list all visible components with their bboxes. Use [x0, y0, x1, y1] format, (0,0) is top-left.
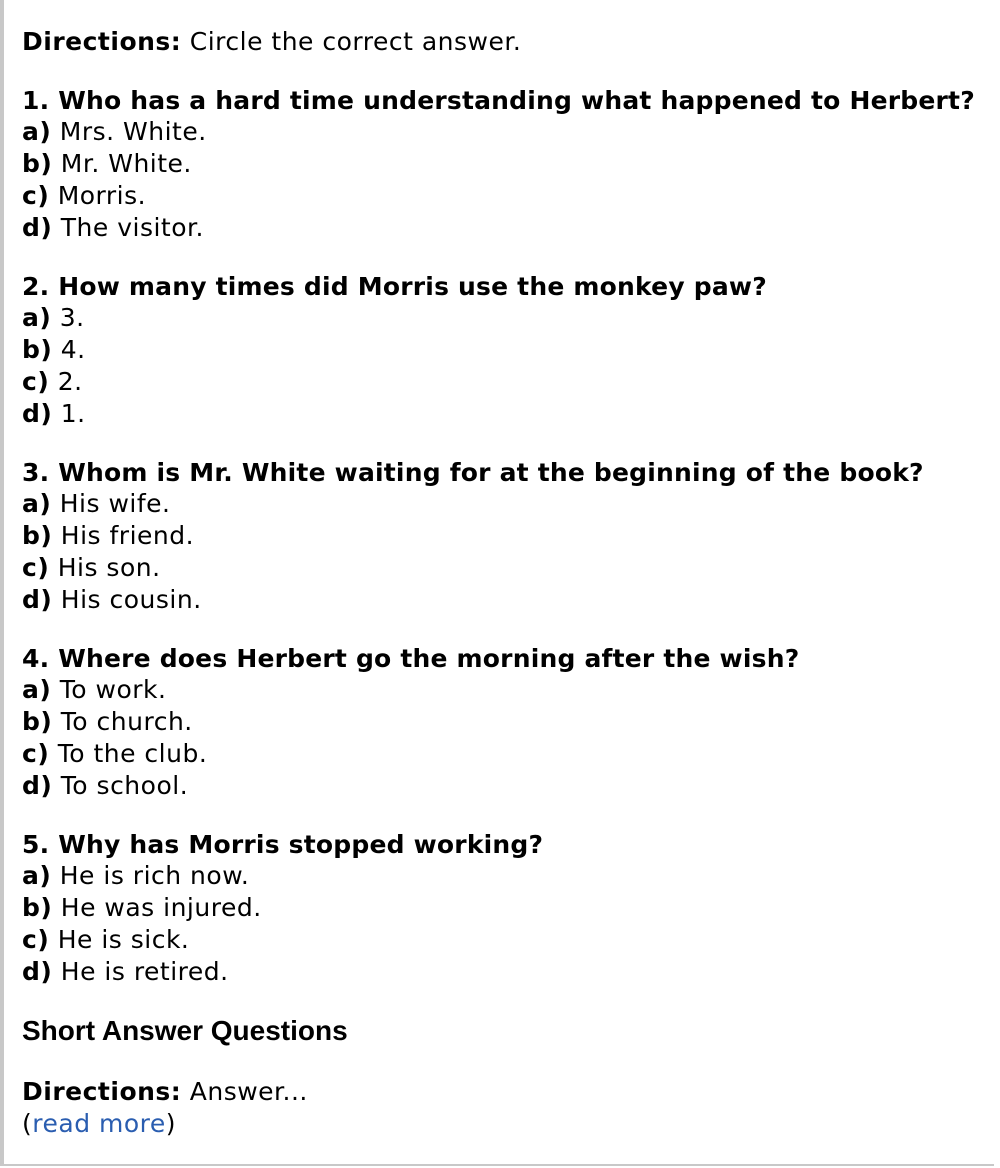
question-title: 5. Why has Morris stopped working? — [22, 830, 544, 859]
option-text: His friend. — [52, 521, 195, 550]
option-a[interactable] — [22, 302, 1000, 334]
option-letter: a) — [22, 303, 52, 332]
option-b[interactable] — [22, 334, 1000, 366]
question-5 — [22, 829, 1000, 988]
short-answer-heading: Short Answer Questions — [22, 1015, 348, 1046]
option-text: To work. — [51, 675, 167, 704]
option-text: Mrs. White. — [51, 117, 207, 146]
option-letter: b) — [22, 335, 53, 364]
option-letter: a) — [22, 675, 52, 704]
option-b[interactable] — [22, 520, 1000, 552]
question-title: 1. Who has a hard time understanding what happened to Herbert? — [22, 86, 975, 115]
question-title: 2. How many times did Morris use the monkey paw? — [22, 272, 767, 301]
option-d[interactable] — [22, 212, 1000, 244]
option-letter: c) — [22, 553, 50, 582]
option-b[interactable] — [22, 892, 1000, 924]
option-b[interactable] — [22, 706, 1000, 738]
option-c[interactable] — [22, 924, 1000, 956]
option-letter: d) — [22, 957, 53, 986]
close-paren: ) — [165, 1109, 177, 1138]
question-4 — [22, 643, 1000, 802]
option-letter: c) — [22, 367, 50, 396]
short-answer-directions — [22, 1076, 1000, 1108]
open-paren: ( — [22, 1109, 33, 1138]
quiz-content — [22, 26, 1000, 1140]
option-letter: b) — [22, 893, 53, 922]
option-letter: b) — [22, 149, 53, 178]
question-3 — [22, 457, 1000, 616]
option-letter: c) — [22, 739, 50, 768]
option-d[interactable] — [22, 770, 1000, 802]
option-text: 4. — [52, 335, 86, 364]
option-text: He was injured. — [52, 893, 262, 922]
option-a[interactable] — [22, 860, 1000, 892]
directions-label: Directions: — [22, 27, 182, 56]
directions-line — [22, 26, 1000, 58]
option-letter: b) — [22, 707, 53, 736]
option-a[interactable] — [22, 116, 1000, 148]
option-letter: a) — [22, 861, 52, 890]
option-letter: a) — [22, 489, 52, 518]
option-text: His son. — [49, 553, 161, 582]
option-text: Morris. — [49, 181, 147, 210]
option-text: The visitor. — [52, 213, 204, 242]
directions-text: Circle the correct answer. — [181, 27, 522, 56]
question-2 — [22, 271, 1000, 430]
read-more-link[interactable]: read more — [32, 1109, 166, 1138]
question-1 — [22, 85, 1000, 244]
read-more-line — [22, 1108, 1000, 1140]
option-letter: d) — [22, 771, 53, 800]
directions-text: Answer... — [181, 1077, 308, 1106]
option-text: To church. — [52, 707, 193, 736]
question-title: 3. Whom is Mr. White waiting for at the beginning of the book? — [22, 458, 924, 487]
option-text: He is sick. — [49, 925, 190, 954]
option-c[interactable] — [22, 366, 1000, 398]
option-text: To school. — [52, 771, 189, 800]
option-d[interactable] — [22, 398, 1000, 430]
option-text: 1. — [52, 399, 86, 428]
option-text: He is retired. — [52, 957, 229, 986]
option-letter: a) — [22, 117, 52, 146]
option-letter: c) — [22, 925, 50, 954]
option-d[interactable] — [22, 956, 1000, 988]
option-c[interactable] — [22, 552, 1000, 584]
option-text: His cousin. — [52, 585, 202, 614]
question-title: 4. Where does Herbert go the morning after the wish? — [22, 644, 800, 673]
directions-label: Directions: — [22, 1077, 182, 1106]
option-c[interactable] — [22, 738, 1000, 770]
option-a[interactable] — [22, 674, 1000, 706]
option-letter: d) — [22, 585, 53, 614]
option-d[interactable] — [22, 584, 1000, 616]
option-text: 2. — [49, 367, 83, 396]
option-a[interactable] — [22, 488, 1000, 520]
option-b[interactable] — [22, 148, 1000, 180]
option-text: Mr. White. — [52, 149, 192, 178]
option-letter: b) — [22, 521, 53, 550]
option-letter: c) — [22, 181, 50, 210]
option-letter: d) — [22, 213, 53, 242]
option-text: To the club. — [49, 739, 208, 768]
option-text: His wife. — [51, 489, 171, 518]
option-letter: d) — [22, 399, 53, 428]
option-text: He is rich now. — [51, 861, 250, 890]
option-c[interactable] — [22, 180, 1000, 212]
option-text: 3. — [51, 303, 85, 332]
